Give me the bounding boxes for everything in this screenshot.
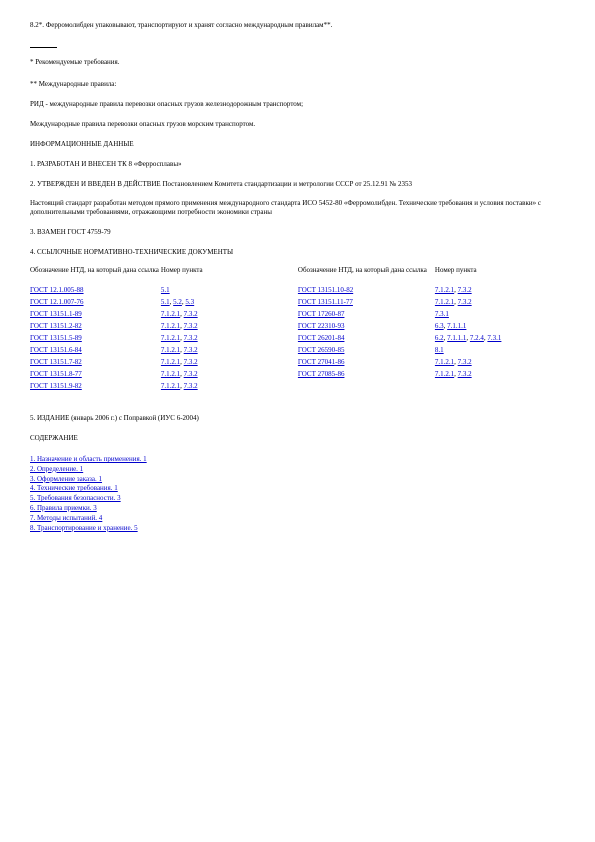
col-header-doc: Обозначение НТД, на который дана ссылка xyxy=(30,266,159,274)
list-item xyxy=(30,455,147,465)
list-item xyxy=(30,475,147,485)
item-link[interactable]: 7.1.2.1 xyxy=(160,322,181,330)
item-link[interactable]: 7.1.2.1 xyxy=(160,382,181,390)
item-link[interactable]: 7.2.4 xyxy=(469,334,484,342)
list-item xyxy=(30,504,147,514)
item-link[interactable]: 7.1.2.1 xyxy=(434,370,455,378)
table-row: ГОСТ 13151.5-89 7.1.2.1, 7.3.2 ГОСТ 26201-84 6.2, 7.1.1.1, 7.2.4, 7.3.1 xyxy=(30,334,502,342)
item-link[interactable]: 7.3.1 xyxy=(434,310,449,318)
info-heading: ИНФОРМАЦИОННЫЕ ДАННЫЕ xyxy=(30,140,134,148)
item-link[interactable]: 7.1.2.1 xyxy=(434,286,455,294)
doc-link[interactable]: ГОСТ 13151.6-84 xyxy=(30,346,82,354)
doc-link[interactable]: ГОСТ 13151.10-82 xyxy=(297,286,354,294)
contents-heading: СОДЕРЖАНИЕ xyxy=(30,434,78,442)
item-link[interactable]: 7.1.2.1 xyxy=(160,310,181,318)
item-link[interactable]: 7.1.1.1 xyxy=(447,334,467,342)
toc-link[interactable]: 1. Назначение и область применения. 1 xyxy=(30,455,147,463)
item-link[interactable]: 7.3.2 xyxy=(457,298,472,306)
item-link[interactable]: 5.1 xyxy=(160,286,170,294)
table-row: ГОСТ 12.1.007-76 5.1, 5.2, 5.3 ГОСТ 13151.11-77 7.1.2.1, 7.3.2 xyxy=(30,298,472,306)
item-link[interactable]: 7.3.2 xyxy=(183,310,198,318)
table-row: ГОСТ 13151.6-84 7.1.2.1, 7.3.2 ГОСТ 26590-85 8.1 xyxy=(30,346,444,354)
toc-link[interactable]: 8. Транспортирование и хранение. 5 xyxy=(30,523,138,532)
item-link[interactable]: 7.1.2.1 xyxy=(160,358,181,366)
item-link[interactable]: 7.1.2.1 xyxy=(160,334,181,342)
item-link[interactable]: 7.1.2.1 xyxy=(160,346,181,354)
doc-link[interactable]: ГОСТ 22310-93 xyxy=(297,322,345,330)
contents-list xyxy=(30,455,147,533)
footnote-1: * Рекомендуемые требования. xyxy=(30,58,120,66)
doc-link[interactable]: ГОСТ 13151.5-89 xyxy=(30,334,82,342)
item-link[interactable]: 7.3.2 xyxy=(183,334,198,342)
table-row: ГОСТ 13151.8-77 7.1.2.1, 7.3.2 ГОСТ 27085-86 7.1.2.1, 7.3.2 xyxy=(30,370,472,378)
references-table xyxy=(30,267,562,395)
item-link[interactable]: 6.3 xyxy=(434,322,444,330)
col-header-doc: Обозначение НТД, на который дана ссылка xyxy=(297,266,427,274)
doc-link[interactable]: ГОСТ 13151.11-77 xyxy=(297,298,353,306)
doc-link[interactable]: ГОСТ 13151.2-82 xyxy=(30,322,82,330)
item-link[interactable]: 7.3.2 xyxy=(183,382,198,390)
item-link[interactable]: 7.1.2.1 xyxy=(434,358,455,366)
table-row: ГОСТ 12.1.005-88 5.1 ГОСТ 13151.10-82 7.1.2.1, 7.3.2 xyxy=(30,286,472,294)
table-row: ГОСТ 13151.9-82 7.1.2.1, 7.3.2 xyxy=(30,382,198,390)
doc-link[interactable]: ГОСТ 27041-86 xyxy=(297,358,345,366)
col-header-item: Номер пункта xyxy=(434,266,477,274)
info-item-1: 1. РАЗРАБОТАН И ВНЕСЕН ТК 8 «Ферросплавы» xyxy=(30,160,182,168)
item-link[interactable]: 5.3 xyxy=(185,298,195,306)
doc-link[interactable]: ГОСТ 13151.7-82 xyxy=(30,358,82,366)
list-item xyxy=(30,524,147,534)
doc-link[interactable]: ГОСТ 12.1.007-76 xyxy=(30,298,84,306)
toc-link[interactable]: 6. Правила приемки. 3 xyxy=(30,503,97,512)
item-link[interactable]: 7.3.2 xyxy=(457,358,472,366)
item-link[interactable]: 7.3.2 xyxy=(183,370,198,378)
info-item-5: 5. ИЗДАНИЕ (январь 2006 г.) с Поправкой (ИУС 6-2004) xyxy=(30,414,199,422)
doc-link[interactable]: ГОСТ 13151.9-82 xyxy=(30,382,82,390)
toc-link[interactable]: 2. Определение. 1 xyxy=(30,464,84,473)
footnote-sea: Международные правила перевозки опасных грузов морским транспортом. xyxy=(30,120,256,128)
item-link[interactable]: 7.3.1 xyxy=(487,334,502,342)
table-row: ГОСТ 13151.1-89 7.1.2.1, 7.3.2 ГОСТ 17260-87 7.3.1 xyxy=(30,310,449,318)
info-item-2-note: Настоящий стандарт разработан методом прямого применения международного стандарта ИСО 5452-80 «Ферромолибден. Технические требования и условия поставки» с дополнительными требованиями, отражающими потребности экономики страны xyxy=(30,199,541,216)
item-link[interactable]: 5.1 xyxy=(160,298,170,306)
toc-link[interactable]: 7. Методы испытаний. 4 xyxy=(30,513,103,522)
item-link[interactable]: 7.1.2.1 xyxy=(434,298,455,306)
col-header-item: Номер пункта xyxy=(160,266,203,274)
list-item xyxy=(30,484,147,494)
toc-link[interactable]: 3. Оформление заказа. 1 xyxy=(30,474,103,483)
doc-link[interactable]: ГОСТ 17260-87 xyxy=(297,310,345,318)
item-link[interactable]: 7.1.2.1 xyxy=(160,370,181,378)
doc-link[interactable]: ГОСТ 26201-84 xyxy=(297,334,345,342)
info-item-4: 4. ССЫЛОЧНЫЕ НОРМАТИВНО-ТЕХНИЧЕСКИЕ ДОКУМЕНТЫ xyxy=(30,248,234,256)
footnote-divider xyxy=(30,47,57,48)
item-link[interactable]: 7.3.2 xyxy=(183,322,198,330)
item-link[interactable]: 7.3.2 xyxy=(457,370,472,378)
item-link[interactable]: 7.3.2 xyxy=(183,346,198,354)
list-item xyxy=(30,494,147,504)
item-link[interactable]: 7.1.1.1 xyxy=(447,322,467,330)
doc-link[interactable]: ГОСТ 13151.8-77 xyxy=(30,370,82,378)
references-header-row xyxy=(30,267,562,287)
doc-link[interactable]: ГОСТ 27085-86 xyxy=(297,370,345,378)
doc-link[interactable]: ГОСТ 12.1.005-88 xyxy=(30,286,84,294)
table-row: ГОСТ 13151.2-82 7.1.2.1, 7.3.2 ГОСТ 22310-93 6.3, 7.1.1.1 xyxy=(30,322,467,330)
item-link[interactable]: 6.2 xyxy=(434,334,444,342)
info-item-2: 2. УТВЕРЖДЕН И ВВЕДЕН В ДЕЙСТВИЕ Постановлением Комитета стандартизации и метрологии СССР от 25.12.91 № 2353 xyxy=(30,180,412,188)
list-item xyxy=(30,465,147,475)
footnote-rid: РИД - международные правила перевозки опасных грузов железнодорожным транспортом; xyxy=(30,100,304,108)
footnote-2: ** Международные правила: xyxy=(30,80,117,88)
doc-link[interactable]: ГОСТ 26590-85 xyxy=(297,346,345,354)
text-8-2: 8.2*. Ферромолибден упаковывают, транспортируют и хранят согласно международным правилам**. xyxy=(30,21,333,29)
item-link[interactable]: 5.2 xyxy=(173,298,182,306)
info-item-3: 3. ВЗАМЕН ГОСТ 4759-79 xyxy=(30,228,111,236)
toc-link[interactable]: 4. Технические требования. 1 xyxy=(30,484,118,493)
item-link[interactable]: 8.1 xyxy=(434,346,444,354)
item-link[interactable]: 7.3.2 xyxy=(457,286,472,294)
table-row: ГОСТ 13151.7-82 7.1.2.1, 7.3.2 ГОСТ 27041-86 7.1.2.1, 7.3.2 xyxy=(30,358,472,366)
toc-link[interactable]: 5. Требования безопасности. 3 xyxy=(30,494,121,503)
doc-link[interactable]: ГОСТ 13151.1-89 xyxy=(30,310,82,318)
item-link[interactable]: 7.3.2 xyxy=(183,358,198,366)
list-item xyxy=(30,514,147,524)
